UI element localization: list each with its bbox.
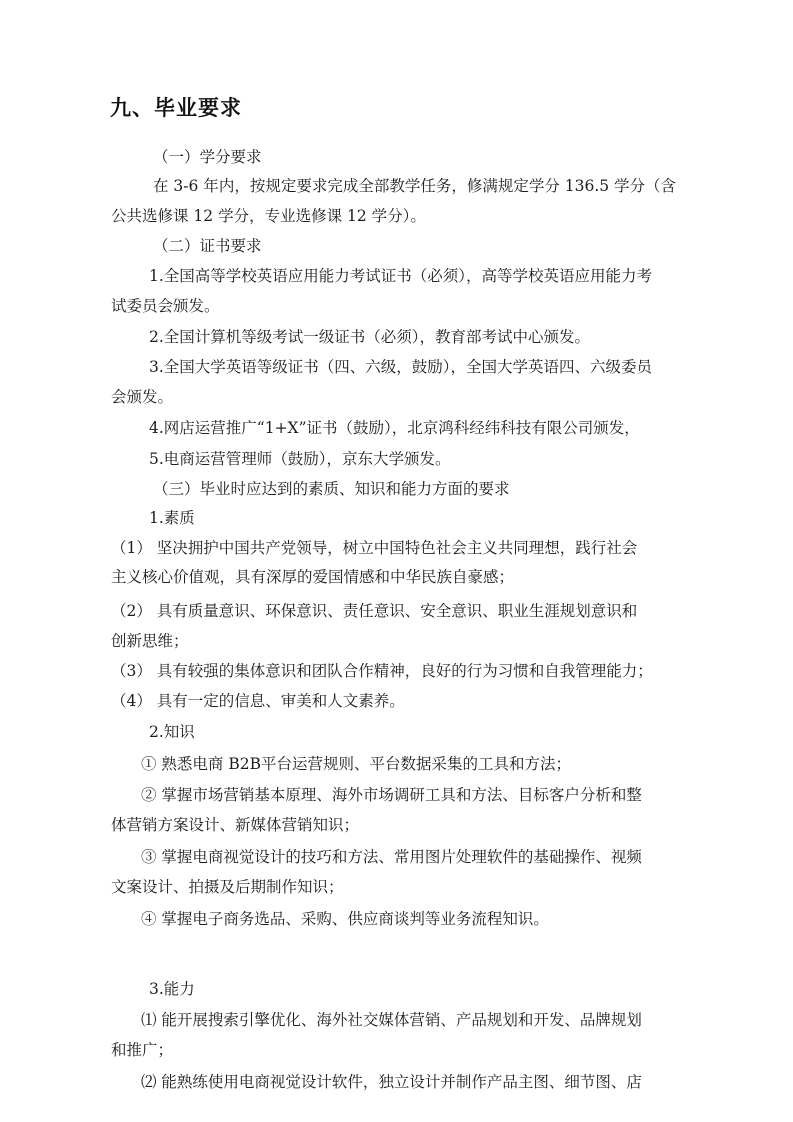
ability-title: 3.能力 (149, 980, 195, 998)
knowledge-4: ④ 掌握电子商务选品、采购、供应商谈判等业务流程知识。 (141, 910, 549, 928)
certificate-3-line-2: 会颁发。 (111, 388, 174, 406)
knowledge-1: ① 熟悉电商 B2B平台运营规则、平台数据采集的工具和方法； (141, 755, 571, 773)
certificate-4: 4.网店运营推广“1+X”证书（鼓励），北京鸿科经纬科技有限公司颁发， (149, 419, 640, 437)
quality-1-line-2: 主义核心价值观，具有深厚的爱国情感和中华民族自豪感； (111, 568, 515, 586)
knowledge-2-line-1: ② 掌握市场营销基本原理、海外市场调研工具和方法、目标客户分析和整 (141, 786, 642, 804)
quality-2-line-2: 创新思维； (111, 632, 189, 650)
quality-1-line-1: （1） 坚决拥护中国共产党领导，树立中国特色社会主义共同理想，践行社会 (111, 539, 638, 557)
quality-title: 1.素质 (149, 509, 195, 527)
knowledge-3-line-1: ③ 掌握电商视觉设计的技巧和方法、常用图片处理软件的基础操作、视频 (141, 848, 642, 866)
knowledge-title: 2.知识 (149, 723, 195, 741)
subsection-credit-title: （一）学分要求 (153, 148, 262, 166)
certificate-1-line-2: 试委员会颁发。 (111, 297, 220, 315)
knowledge-2-line-2: 体营销方案设计、新媒体营销知识； (111, 816, 360, 834)
quality-4: （4） 具有一定的信息、审美和人文素养。 (111, 692, 405, 710)
ability-1-line-1: ⑴ 能开展搜索引擎优化、海外社交媒体营销、产品规划和开发、品牌规划 (141, 1011, 642, 1029)
ability-2-line-1: ⑵ 能熟练使用电商视觉设计软件，独立设计并制作产品主图、细节图、店 (141, 1073, 642, 1091)
knowledge-3-line-2: 文案设计、拍摄及后期制作知识； (111, 878, 344, 896)
subsection-certificate-title: （二）证书要求 (153, 237, 262, 255)
credit-text-line-2: 公共选修课 12 学分，专业选修课 12 学分）。 (111, 207, 426, 225)
certificate-5: 5.电商运营管理师（鼓励），京东大学颁发。 (149, 450, 451, 468)
quality-2-line-1: （2） 具有质量意识、环保意识、责任意识、安全意识、职业生涯规划意识和 (111, 602, 638, 620)
ability-1-line-2: 和推广； (111, 1041, 174, 1059)
quality-3: （3） 具有较强的集体意识和团队合作精神，良好的行为习惯和自我管理能力； (111, 662, 653, 680)
subsection-graduation-title: （三）毕业时应达到的素质、知识和能力方面的要求 (153, 480, 510, 498)
certificate-1-line-1: 1.全国高等学校英语应用能力考试证书（必须），高等学校英语应用能力考 (149, 267, 653, 285)
certificate-2: 2.全国计算机等级考试一级证书（必须），教育部考试中心颁发。 (149, 328, 591, 346)
section-heading: 九、毕业要求 (110, 96, 242, 120)
certificate-3-line-1: 3.全国大学英语等级证书（四、六级，鼓励），全国大学英语四、六级委员 (149, 358, 653, 376)
credit-text-line-1: 在 3-6 年内，按规定要求完成全部教学任务，修满规定学分 136.5 学分（含 (153, 177, 677, 195)
